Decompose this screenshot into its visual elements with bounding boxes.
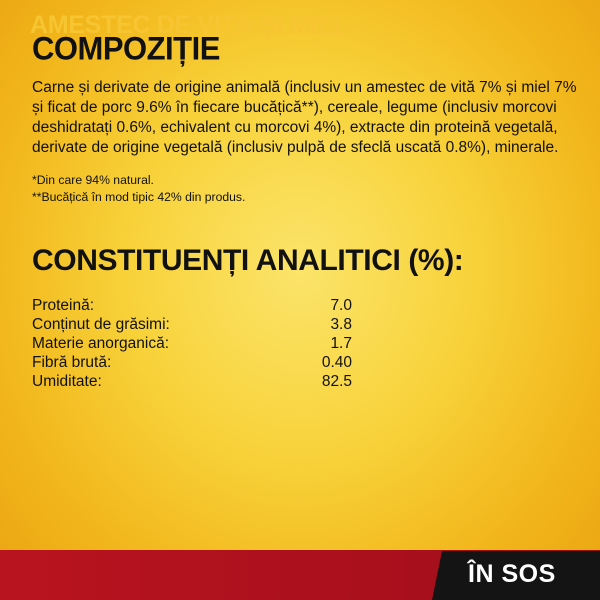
analytics-label: Proteină: [32,297,95,314]
analytics-value: 7.0 [330,297,352,314]
analytical-constituents-section [32,244,577,391]
composition-section [32,30,577,206]
footnote-chunk: **Bucățică în mod tipic 42% din produs. [32,190,246,204]
analytics-value: 0.40 [321,354,352,371]
analytics-label: Umiditate: [32,373,102,390]
footnotes [32,172,577,206]
flavor-label: AMESTEC DE VITĂ ȘI MIEL [30,11,349,39]
analytics-label: Conținut de grăsimi: [32,316,170,333]
analytics-value: 1.7 [330,335,352,352]
analytics-row-protein [32,296,352,315]
analytics-row-moisture [32,372,352,391]
analytics-row-fibre [32,353,352,372]
analytics-value: 82.5 [321,373,352,390]
composition-title: COMPOZIȚIE [32,30,220,67]
analytics-label: Fibră brută: [32,354,112,371]
analytics-row-fat [32,315,352,334]
analytics-value: 3.8 [330,316,352,333]
analytics-label: Materie anorganică: [32,335,169,352]
analytics-table [32,296,352,391]
in-sauce-label: ÎN SOS [468,560,556,588]
analytics-row-ash [32,334,352,353]
composition-text: Carne și derivate de origine animală (inclusiv un amestec de vită 7% și miel 7% și ficat de porc 9.6% în fiecare bucățică**), cereale, legume (inclusiv morcovi deshidratați 0.6%, echivalent cu morcovi 4%), extracte din proteină vegetală, derivate de origine vegetală (inclusiv pulpă de sfeclă uscată 0.8%), minerale. [32,79,577,156]
constituents-title: CONSTITUENȚI ANALITICI (%): [32,244,464,277]
footnote-natural: *Din care 94% natural. [32,173,154,187]
